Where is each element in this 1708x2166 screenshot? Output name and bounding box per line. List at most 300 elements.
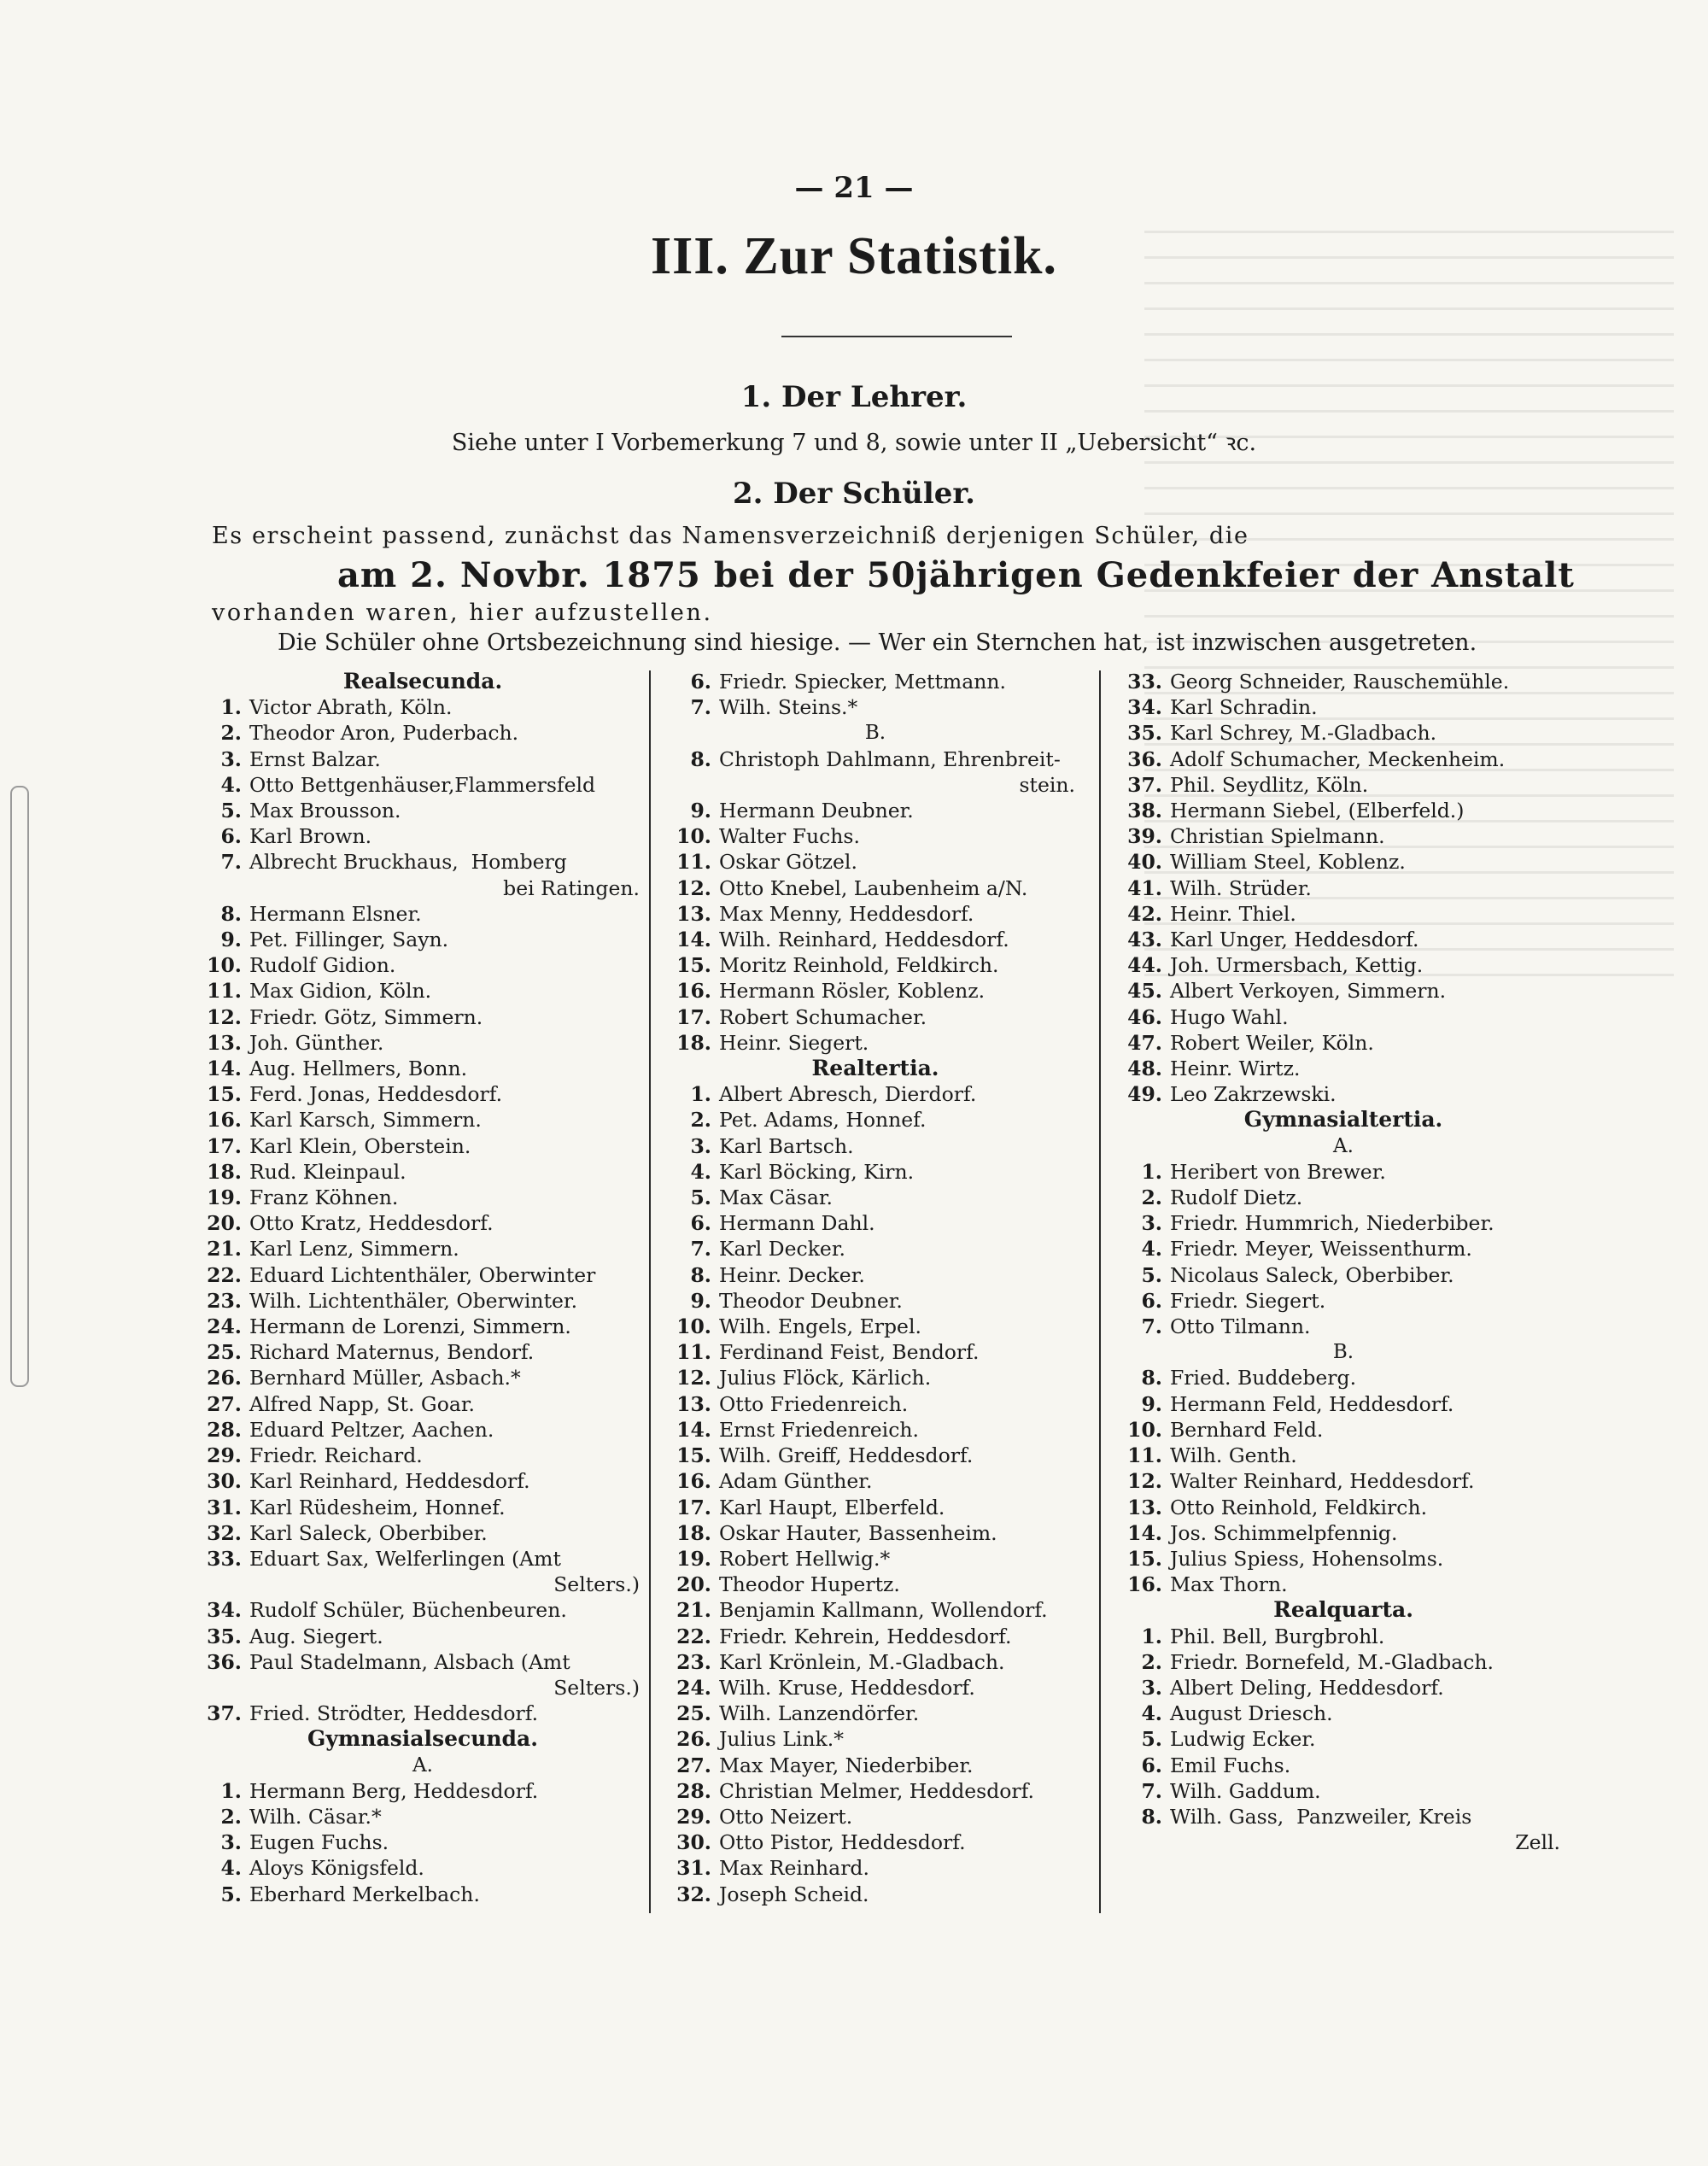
list-item	[670, 1443, 1080, 1468]
list-item	[670, 1004, 1080, 1030]
list-item-number: 25.	[207, 1340, 242, 1365]
list-item-name: Otto Reinhold, Feldkirch.	[1170, 1495, 1428, 1519]
list-item-continuation: stein.	[1019, 772, 1075, 797]
list-item	[201, 1185, 645, 1210]
list-item	[201, 952, 645, 978]
list-item	[201, 1546, 645, 1572]
list-item-number: 49.	[1127, 1082, 1162, 1107]
list-item	[670, 1882, 1080, 1907]
list-item-number: 31.	[207, 1495, 242, 1519]
list-item-name: Albert Abresch, Dierdorf.	[719, 1082, 977, 1107]
list-item	[670, 1495, 1080, 1520]
list-item-name: Nicolaus Saleck, Oberbiber.	[1170, 1262, 1454, 1287]
list-item-name: Franz Köhnen.	[249, 1185, 399, 1210]
list-item-name: Wilh. Genth.	[1170, 1443, 1297, 1468]
list-item-name: Rudolf Dietz.	[1170, 1185, 1303, 1210]
list-item-number: 27.	[676, 1753, 711, 1777]
list-item-name: Friedr. Hummrich, Niederbiber.	[1170, 1211, 1494, 1236]
list-item-number: 11.	[207, 979, 242, 1004]
list-item-number: 7.	[690, 695, 711, 720]
list-item-number: 15.	[207, 1082, 242, 1107]
list-item-name: Pet. Adams, Honnef.	[719, 1108, 927, 1133]
list-item-name: Max Reinhard.	[719, 1856, 869, 1881]
list-item-number: 10.	[1127, 1417, 1162, 1442]
page-title: III. Zur Statistik.	[650, 227, 1058, 285]
list-item-number: 10.	[676, 1314, 711, 1339]
list-item-name: Eugen Fuchs.	[249, 1830, 389, 1855]
list-item-name: Christoph Dahlmann, Ehrenbreit-	[719, 746, 1061, 771]
section-teachers-heading: 1. Der Lehrer.	[740, 380, 968, 414]
list-item-name: Eduart Sax, Welferlingen (Amt	[249, 1546, 561, 1571]
list-item-name: Karl Saleck, Oberbiber.	[249, 1520, 488, 1545]
list-item-name: Aug. Siegert.	[249, 1624, 383, 1648]
list-item	[670, 1855, 1080, 1881]
list-item	[670, 901, 1080, 927]
list-item-name: Robert Schumacher.	[719, 1004, 927, 1029]
list-item	[201, 1855, 645, 1881]
list-item	[201, 720, 645, 746]
list-item	[201, 823, 645, 849]
list-item-number: 47.	[1127, 1030, 1162, 1055]
list-item	[670, 1546, 1080, 1572]
list-item	[1121, 823, 1565, 849]
list-item-number: 13.	[676, 1391, 711, 1416]
list-item-name: Julius Flöck, Kärlich.	[719, 1366, 932, 1390]
list-item-name: Heinr. Thiel.	[1170, 901, 1296, 926]
list-item-number: 44.	[1127, 953, 1162, 978]
list-item-name: Friedr. Bornefeld, M.-Gladbach.	[1170, 1649, 1494, 1674]
list-item	[1121, 1443, 1565, 1468]
list-item-number: 18.	[207, 1159, 242, 1184]
list-item-name: Robert Weiler, Köln.	[1170, 1030, 1374, 1055]
list-item-number: 23.	[207, 1288, 242, 1313]
list-item	[1121, 927, 1565, 952]
list-item-name: Jos. Schimmelpfennig.	[1170, 1520, 1398, 1545]
list-item	[201, 1417, 645, 1443]
list-item	[1121, 1314, 1565, 1339]
list-item	[201, 1701, 645, 1726]
list-item-name: Wilh. Engels, Erpel.	[719, 1314, 921, 1339]
list-item-number: 20.	[676, 1572, 711, 1597]
list-item	[670, 746, 1080, 772]
list-item-number: 30.	[207, 1469, 242, 1494]
list-item	[1121, 849, 1565, 875]
list-item-name: Theodor Hupertz.	[719, 1572, 900, 1597]
list-item-number: 8.	[220, 901, 242, 926]
list-item-name: Wilh. Strüder.	[1170, 875, 1312, 900]
list-item-name: Bernhard Feld.	[1170, 1417, 1324, 1442]
list-item	[1121, 1185, 1565, 1210]
class-subdivision: B.	[864, 722, 886, 745]
list-item	[1121, 1081, 1565, 1107]
list-item-name: Hermann Dahl.	[719, 1211, 875, 1236]
list-item-name: Victor Abrath, Köln.	[249, 695, 453, 720]
list-item-number: 6.	[690, 1211, 711, 1236]
list-item-number: 1.	[220, 695, 242, 720]
page-number: — 21 —	[794, 171, 914, 205]
list-item	[670, 798, 1080, 823]
list-item-name: Max Mayer, Niederbiber.	[719, 1753, 974, 1777]
list-item-number: 48.	[1127, 1057, 1162, 1081]
list-item-name: Ferd. Jonas, Heddesdorf.	[249, 1082, 503, 1107]
list-item-number: 3.	[220, 746, 242, 771]
list-item-name: Adam Günther.	[719, 1469, 873, 1494]
list-item	[201, 1004, 645, 1030]
list-item-continuation: bei Ratingen.	[503, 875, 640, 900]
list-item-name: Heinr. Wirtz.	[1170, 1057, 1301, 1081]
list-item-number: 27.	[207, 1391, 242, 1416]
list-item-number: 11.	[676, 1340, 711, 1365]
list-item-number: 35.	[1127, 721, 1162, 746]
list-item	[201, 1081, 645, 1107]
list-item	[670, 1572, 1080, 1597]
list-item	[670, 1185, 1080, 1210]
class-heading: Gymnasialtertia.	[1243, 1107, 1443, 1133]
list-item-name: Richard Maternus, Bendorf.	[249, 1340, 535, 1365]
list-item	[1121, 1675, 1565, 1701]
list-item-number: 17.	[676, 1004, 711, 1029]
list-item-number: 5.	[1141, 1262, 1162, 1287]
list-item-name: Oskar Hauter, Bassenheim.	[719, 1520, 997, 1545]
list-item-number: 5.	[220, 1882, 242, 1906]
list-item-number: 46.	[1127, 1004, 1162, 1029]
list-item-name: Karl Brown.	[249, 824, 372, 849]
list-item-number: 29.	[207, 1443, 242, 1468]
list-item	[201, 1159, 645, 1185]
list-item	[201, 798, 645, 823]
list-item	[1121, 772, 1565, 798]
list-item-name: Otto Bettgenhäuser,Flammersfeld	[249, 772, 596, 797]
list-item-name: Otto Knebel, Laubenheim a/N.	[719, 875, 1028, 900]
list-item	[670, 1649, 1080, 1675]
list-item	[1121, 1056, 1565, 1081]
list-item	[201, 1520, 645, 1546]
list-item-name: Karl Decker.	[719, 1237, 845, 1262]
list-item-number: 1.	[1141, 1159, 1162, 1184]
list-item-name: Friedr. Reichard.	[249, 1443, 423, 1468]
list-item-name: Karl Karsch, Simmern.	[249, 1108, 482, 1133]
list-item-name: Fried. Strödter, Heddesdorf.	[249, 1701, 539, 1726]
list-item-name: Karl Schrey, M.-Gladbach.	[1170, 721, 1437, 746]
list-item	[1121, 1004, 1565, 1030]
class-heading: Gymnasialsecunda.	[307, 1726, 538, 1752]
list-item	[201, 1365, 645, 1390]
list-item	[201, 1133, 645, 1159]
list-item-number: 34.	[207, 1598, 242, 1623]
list-item	[201, 694, 645, 720]
list-item	[670, 1107, 1080, 1133]
list-item-name: Wilh. Cäsar.*	[249, 1804, 382, 1829]
list-item-name: Albrecht Bruckhaus, Homberg	[249, 850, 567, 875]
list-item-number: 13.	[1127, 1495, 1162, 1519]
list-item-number: 8.	[1141, 1804, 1162, 1829]
list-item-name: Hermann Elsner.	[249, 901, 422, 926]
list-item-number: 25.	[676, 1701, 711, 1726]
list-item-name: Friedr. Meyer, Weissenthurm.	[1170, 1237, 1472, 1262]
list-item-name: Benjamin Kallmann, Wollendorf.	[719, 1598, 1048, 1623]
list-item	[670, 1081, 1080, 1107]
list-item	[670, 1468, 1080, 1494]
list-item	[1121, 1495, 1565, 1520]
list-item	[1121, 1804, 1565, 1829]
list-item	[201, 1882, 645, 1907]
list-item-number: 6.	[690, 670, 711, 694]
list-item-number: 4.	[220, 1856, 242, 1881]
list-item	[1121, 746, 1565, 772]
list-item-number: 32.	[207, 1520, 242, 1545]
list-item-number: 4.	[1141, 1237, 1162, 1262]
list-item-number: 6.	[1141, 1753, 1162, 1777]
list-item	[670, 1520, 1080, 1546]
list-item	[1121, 1288, 1565, 1314]
list-item-name: Wilh. Gass, Panzweiler, Kreis	[1170, 1804, 1472, 1829]
list-item-name: Joseph Scheid.	[719, 1882, 869, 1906]
list-item-name: Eberhard Merkelbach.	[249, 1882, 480, 1906]
list-item	[1121, 1262, 1565, 1288]
list-item-name: Theodor Deubner.	[719, 1288, 903, 1313]
class-heading: Realquarta.	[1273, 1597, 1413, 1623]
list-item-number: 24.	[207, 1314, 242, 1339]
list-item-name: Eduard Lichtenthäler, Oberwinter	[249, 1262, 596, 1287]
list-item-number: 33.	[207, 1546, 242, 1571]
list-item-number: 40.	[1127, 850, 1162, 875]
list-item-number: 3.	[1141, 1675, 1162, 1700]
list-item-number: 33.	[1127, 670, 1162, 694]
list-item-name: Karl Böcking, Kirn.	[719, 1159, 915, 1184]
list-item-name: Pet. Fillinger, Sayn.	[249, 928, 449, 952]
list-item-number: 12.	[676, 1366, 711, 1390]
list-item-name: Hermann Feld, Heddesdorf.	[1170, 1391, 1454, 1416]
list-item	[201, 1056, 645, 1081]
list-item	[670, 823, 1080, 849]
column-divider-1	[649, 670, 651, 1913]
list-item-number: 36.	[207, 1649, 242, 1674]
list-item-name: Friedr. Götz, Simmern.	[249, 1004, 483, 1029]
list-item-number: 12.	[207, 1004, 242, 1029]
list-item-number: 34.	[1127, 695, 1162, 720]
list-item	[1121, 875, 1565, 901]
list-item-name: Otto Kratz, Heddesdorf.	[249, 1211, 494, 1236]
list-item-name: Karl Rüdesheim, Honnef.	[249, 1495, 506, 1519]
list-item-number: 12.	[676, 875, 711, 900]
list-item-number: 8.	[1141, 1366, 1162, 1390]
list-item-name: Moritz Reinhold, Feldkirch.	[719, 953, 999, 978]
list-item-name: Karl Klein, Oberstein.	[249, 1133, 471, 1158]
list-item-number: 15.	[676, 1443, 711, 1468]
list-item-name: Karl Reinhard, Heddesdorf.	[249, 1469, 530, 1494]
list-item-number: 39.	[1127, 824, 1162, 849]
class-subdivision: A.	[412, 1753, 433, 1777]
list-item-name: Phil. Seydlitz, Köln.	[1170, 772, 1369, 797]
list-item	[1121, 1468, 1565, 1494]
list-item-number: 7.	[220, 850, 242, 875]
list-item	[1121, 694, 1565, 720]
list-item-name: Alfred Napp, St. Goar.	[249, 1391, 475, 1416]
list-item-number: 2.	[690, 1108, 711, 1133]
list-item-number: 16.	[207, 1108, 242, 1133]
list-item-number: 18.	[676, 1520, 711, 1545]
list-item-number: 45.	[1127, 979, 1162, 1004]
list-item-name: Hermann Rösler, Koblenz.	[719, 979, 986, 1004]
list-item	[1121, 1365, 1565, 1390]
column-1	[201, 669, 645, 1907]
list-item-name: Wilh. Steins.*	[719, 695, 858, 720]
list-item-number: 9.	[1141, 1391, 1162, 1416]
list-item-name: Georg Schneider, Rauschemühle.	[1170, 670, 1510, 694]
list-item	[201, 1597, 645, 1623]
list-item	[670, 1829, 1080, 1855]
list-item-name: Wilh. Greiff, Heddesdorf.	[719, 1443, 974, 1468]
list-item-number: 5.	[220, 799, 242, 823]
list-item-name: Rud. Kleinpaul.	[249, 1159, 407, 1184]
list-item-number: 6.	[220, 824, 242, 849]
list-item-number: 19.	[207, 1185, 242, 1210]
list-item-name: Heinr. Siegert.	[719, 1030, 869, 1055]
list-item	[670, 1624, 1080, 1649]
list-item-number: 21.	[676, 1598, 711, 1623]
list-item-number: 4.	[220, 772, 242, 797]
list-item-name: Wilh. Lanzendörfer.	[719, 1701, 920, 1726]
list-item-number: 7.	[1141, 1314, 1162, 1339]
list-item-name: Theodor Aron, Puderbach.	[249, 721, 519, 746]
list-item-name: Adolf Schumacher, Meckenheim.	[1170, 746, 1506, 771]
list-item	[670, 1753, 1080, 1778]
list-item-number: 43.	[1127, 928, 1162, 952]
list-item	[670, 849, 1080, 875]
list-item	[1121, 978, 1565, 1004]
section-teachers-text: Siehe unter I Vorbemerkung 7 und 8, sowie unter II „Uebersicht“ ꝛc.	[451, 430, 1257, 456]
list-item	[201, 1314, 645, 1339]
list-item-name: Albert Deling, Heddesdorf.	[1170, 1675, 1444, 1700]
list-item-name: Otto Neizert.	[719, 1804, 853, 1829]
list-item	[201, 1804, 645, 1829]
list-item-number: 37.	[207, 1701, 242, 1726]
list-item-name: Hermann de Lorenzi, Simmern.	[249, 1314, 571, 1339]
list-item-name: Heribert von Brewer.	[1170, 1159, 1386, 1184]
list-item-name: Wilh. Reinhard, Heddesdorf.	[719, 928, 1009, 952]
list-item-number: 11.	[676, 850, 711, 875]
list-item-continuation: Zell.	[1515, 1830, 1560, 1855]
list-item-name: Christian Melmer, Heddesdorf.	[719, 1778, 1034, 1803]
list-item	[201, 1210, 645, 1236]
list-item	[201, 1624, 645, 1649]
list-item	[1121, 1417, 1565, 1443]
list-item-number: 16.	[676, 1469, 711, 1494]
list-item	[1121, 952, 1565, 978]
class-heading: Realsecunda.	[342, 669, 503, 694]
list-item-name: Max Gidion, Köln.	[249, 979, 432, 1004]
list-item-number: 10.	[207, 953, 242, 978]
students-intro-line-3: vorhanden waren, hier aufzustellen.	[212, 600, 713, 626]
list-item-name: Friedr. Kehrein, Heddesdorf.	[719, 1624, 1012, 1648]
list-item	[201, 1262, 645, 1288]
list-item-name: Otto Tilmann.	[1170, 1314, 1311, 1339]
list-item-name: Julius Link.*	[719, 1727, 844, 1752]
list-item-name: Aug. Hellmers, Bonn.	[249, 1057, 468, 1081]
list-item	[201, 1391, 645, 1417]
list-item	[1121, 720, 1565, 746]
list-item	[201, 1495, 645, 1520]
list-item-number: 18.	[676, 1030, 711, 1055]
list-item	[670, 952, 1080, 978]
list-item-number: 26.	[207, 1366, 242, 1390]
list-item-name: Karl Schradin.	[1170, 695, 1318, 720]
list-item-number: 4.	[690, 1159, 711, 1184]
list-item-number: 41.	[1127, 875, 1162, 900]
list-item	[1121, 798, 1565, 823]
list-item-name: Max Menny, Heddesdorf.	[719, 901, 974, 926]
list-item	[1121, 1236, 1565, 1262]
list-item	[1121, 1546, 1565, 1572]
list-item-number: 14.	[676, 928, 711, 952]
list-item-number: 15.	[676, 953, 711, 978]
list-item-number: 10.	[676, 824, 711, 849]
list-item-name: Joh. Urmersbach, Kettig.	[1170, 953, 1424, 978]
list-item-number: 28.	[676, 1778, 711, 1803]
list-item-number: 12.	[1127, 1469, 1162, 1494]
title-divider	[781, 336, 1012, 337]
list-item	[201, 978, 645, 1004]
list-item-number: 9.	[690, 799, 711, 823]
list-item-number: 24.	[676, 1675, 711, 1700]
list-item-name: Hermann Deubner.	[719, 799, 914, 823]
list-item-name: August Driesch.	[1170, 1701, 1333, 1726]
list-item	[670, 1391, 1080, 1417]
list-item-name: Fried. Buddeberg.	[1170, 1366, 1357, 1390]
list-item	[670, 1804, 1080, 1829]
list-item-name: Ernst Balzar.	[249, 746, 381, 771]
list-item	[201, 1443, 645, 1468]
list-item	[201, 901, 645, 927]
column-divider-2	[1099, 670, 1101, 1913]
list-item-number: 3.	[1141, 1211, 1162, 1236]
list-item-name: Phil. Bell, Burgbrohl.	[1170, 1624, 1385, 1648]
list-item-name: Walter Reinhard, Heddesdorf.	[1170, 1469, 1475, 1494]
list-item-number: 13.	[676, 901, 711, 926]
list-item-name: Rudolf Schüler, Büchenbeuren.	[249, 1598, 567, 1623]
list-item	[1121, 1030, 1565, 1056]
list-item-name: Robert Hellwig.*	[719, 1546, 891, 1571]
list-item	[1121, 1520, 1565, 1546]
list-item	[1121, 1726, 1565, 1752]
list-item-name: Ludwig Ecker.	[1170, 1727, 1316, 1752]
list-item-number: 3.	[690, 1133, 711, 1158]
list-item	[201, 1778, 645, 1804]
list-item-name: Karl Haupt, Elberfeld.	[719, 1495, 945, 1519]
list-item	[201, 1829, 645, 1855]
list-item	[201, 1030, 645, 1056]
students-intro-line-1: Es erscheint passend, zunächst das Namensverzeichniß derjenigen Schüler, die	[212, 523, 1249, 549]
list-item-name: Karl Krönlein, M.-Gladbach.	[719, 1649, 1005, 1674]
list-item	[670, 1133, 1080, 1159]
list-item	[201, 849, 645, 875]
list-item	[670, 1288, 1080, 1314]
list-item	[1121, 1624, 1565, 1649]
list-item-number: 7.	[690, 1237, 711, 1262]
list-item-number: 32.	[676, 1882, 711, 1906]
list-item-name: Hermann Siebel, (Elberfeld.)	[1170, 799, 1465, 823]
list-item	[670, 1701, 1080, 1726]
class-subdivision: A.	[1333, 1134, 1354, 1157]
list-item	[670, 1778, 1080, 1804]
list-item	[1121, 1210, 1565, 1236]
list-item	[1121, 901, 1565, 927]
list-item-name: Paul Stadelmann, Alsbach (Amt	[249, 1649, 570, 1674]
list-item-number: 2.	[1141, 1185, 1162, 1210]
list-item-name: Hermann Berg, Heddesdorf.	[249, 1778, 539, 1803]
list-item-number: 14.	[676, 1417, 711, 1442]
list-item	[670, 1030, 1080, 1056]
